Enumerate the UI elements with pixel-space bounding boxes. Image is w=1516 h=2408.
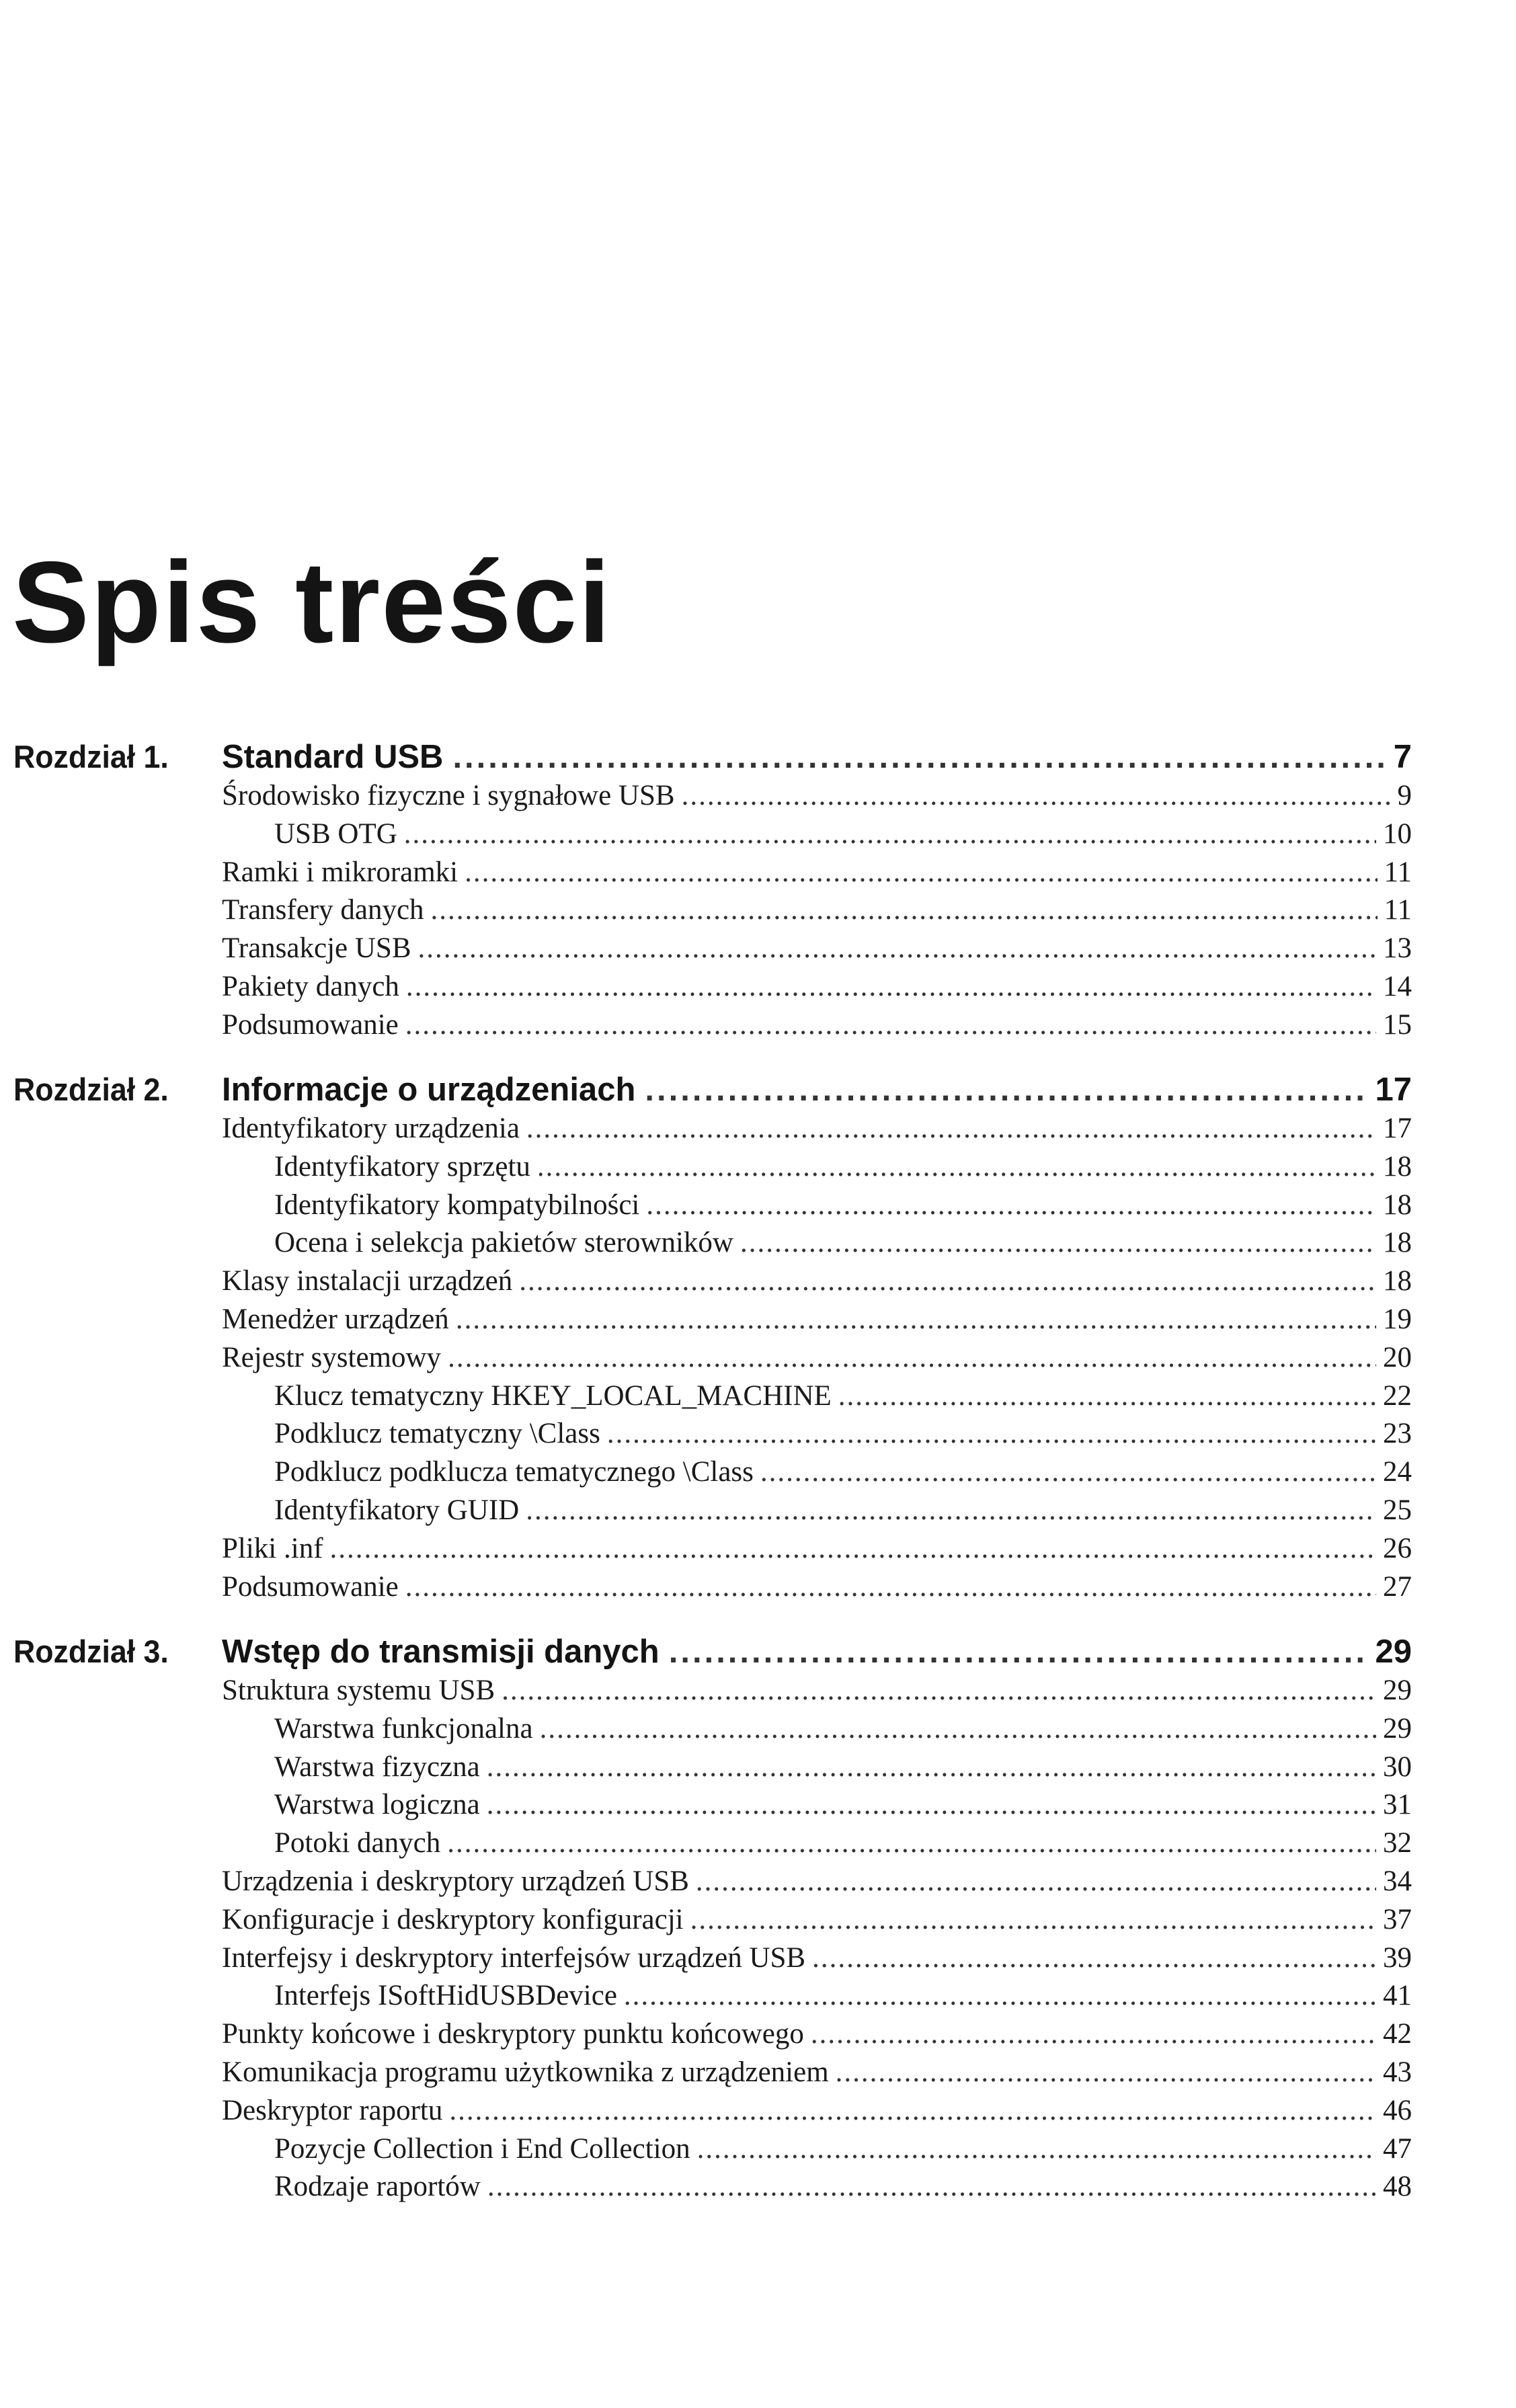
section-page-number: 9 <box>1397 780 1412 811</box>
dot-leader <box>760 1453 1376 1491</box>
subsection-entry <box>274 1492 1412 1529</box>
chapter-title: Informacje o urządzeniach <box>222 1072 636 1108</box>
dot-leader <box>537 1148 1376 1186</box>
subsection-entry <box>274 1453 1412 1491</box>
section-page-number: 30 <box>1383 1751 1412 1783</box>
dot-leader <box>447 1824 1376 1862</box>
section-title: Transakcje USB <box>222 932 411 965</box>
dot-leader <box>405 1006 1376 1044</box>
dot-leader <box>697 2130 1376 2168</box>
section-entry <box>222 1301 1412 1338</box>
subsection-entry <box>274 1415 1412 1453</box>
section-entry <box>222 1863 1412 1900</box>
subsection-entry <box>274 1824 1412 1862</box>
section-page-number: 10 <box>1383 817 1412 850</box>
section-page-number: 37 <box>1383 1903 1412 1935</box>
section-page-number: 34 <box>1383 1865 1412 1897</box>
dot-leader <box>487 2168 1376 2206</box>
dot-leader <box>431 891 1378 929</box>
section-entry <box>222 2092 1412 2130</box>
dot-leader <box>646 1187 1376 1224</box>
dot-leader <box>405 1568 1376 1606</box>
section-entry <box>222 1901 1412 1939</box>
section-title: Podsumowanie <box>222 1008 399 1041</box>
section-page-number: 18 <box>1383 1265 1412 1297</box>
section-title: Deskryptor raportu <box>222 2094 443 2126</box>
subsection-entry <box>274 1187 1412 1224</box>
section-title: Interfejs ISoftHidUSBDevice <box>274 1980 617 2012</box>
section-page-number: 18 <box>1383 1227 1412 1259</box>
section-page-number: 11 <box>1384 894 1412 926</box>
section-title: Struktura systemu USB <box>222 1675 495 1706</box>
section-title: Środowisko fizyczne i sygnałowe USB <box>222 780 675 811</box>
section-page-number: 23 <box>1383 1418 1412 1450</box>
chapter-entry <box>222 738 1412 776</box>
chapter-label: Rozdział 1. <box>13 739 169 774</box>
dot-leader <box>404 815 1376 853</box>
section-entry <box>222 2015 1412 2053</box>
section-entry <box>222 854 1412 891</box>
section-title: Rejestr systemowy <box>222 1341 442 1373</box>
dot-leader <box>449 2092 1376 2130</box>
section-entry <box>222 930 1412 967</box>
dot-leader <box>607 1415 1376 1453</box>
section-title: Konfiguracje i deskryptory konfiguracji <box>222 1903 684 1935</box>
chapter-label: Rozdział 3. <box>13 1634 169 1669</box>
dot-leader <box>330 1530 1376 1568</box>
section-page-number: 31 <box>1383 1789 1412 1821</box>
section-entry <box>222 1939 1412 1977</box>
chapter-entry <box>222 1071 1412 1109</box>
chapter-page-number: 29 <box>1375 1634 1412 1670</box>
dot-leader <box>682 777 1391 815</box>
section-page-number: 29 <box>1383 1675 1412 1706</box>
section-entry <box>222 1568 1412 1606</box>
dot-leader <box>811 2015 1376 2053</box>
section-page-number: 11 <box>1384 856 1412 888</box>
subsection-entry <box>274 815 1412 853</box>
section-page-number: 42 <box>1383 2018 1412 2050</box>
section-entry <box>222 777 1412 815</box>
dot-leader <box>526 1492 1376 1529</box>
section-title: Interfejsy i deskryptory interfejsów urządzeń USB <box>222 1941 806 1974</box>
chapter-title: Standard USB <box>222 739 444 775</box>
section-title: Ramki i mikroramki <box>222 856 458 888</box>
section-title: USB OTG <box>274 817 397 850</box>
subsection-entry <box>274 1377 1412 1415</box>
dot-leader <box>502 1672 1376 1710</box>
subsection-entry <box>274 1148 1412 1186</box>
section-entry <box>222 1110 1412 1148</box>
section-title: Identyfikatory urządzenia <box>222 1113 520 1144</box>
section-title: Ocena i selekcja pakietów sterowników <box>274 1227 733 1259</box>
section-title: Podsumowanie <box>222 1570 399 1603</box>
section-title: Warstwa funkcjonalna <box>274 1712 533 1744</box>
dot-leader <box>465 854 1377 891</box>
section-title: Identyfikatory GUID <box>274 1494 520 1526</box>
section-entry <box>222 1530 1412 1568</box>
dot-leader <box>526 1110 1376 1148</box>
section-page-number: 41 <box>1383 1980 1412 2012</box>
section-page-number: 46 <box>1383 2094 1412 2126</box>
section-title: Podklucz podklucza tematycznego \Class <box>274 1456 754 1488</box>
section-page-number: 48 <box>1383 2171 1412 2203</box>
section-entry <box>222 891 1412 929</box>
chapter-entry <box>222 1633 1412 1671</box>
section-entry <box>222 1006 1412 1044</box>
section-page-number: 17 <box>1383 1113 1412 1144</box>
subsection-entry <box>274 1224 1412 1262</box>
section-title: Komunikacja programu użytkownika z urządzeniem <box>222 2056 829 2088</box>
dot-leader <box>836 2054 1376 2091</box>
subsection-entry <box>274 2168 1412 2206</box>
subsection-entry <box>274 2130 1412 2168</box>
section-title: Pozycje Collection i End Collection <box>274 2132 690 2165</box>
dot-leader <box>406 968 1376 1006</box>
section-page-number: 22 <box>1383 1379 1412 1412</box>
dot-leader <box>519 1262 1376 1300</box>
page-title: Spis treści <box>12 538 612 667</box>
subsection-entry <box>274 1977 1412 2015</box>
section-page-number: 39 <box>1383 1941 1412 1974</box>
subsection-entry <box>274 1786 1412 1824</box>
section-title: Warstwa logiczna <box>274 1789 480 1821</box>
dot-leader <box>740 1224 1376 1262</box>
section-entry <box>222 1262 1412 1300</box>
section-entry <box>222 1339 1412 1377</box>
dot-leader <box>696 1863 1376 1900</box>
section-title: Warstwa fizyczna <box>274 1751 480 1783</box>
section-page-number: 29 <box>1383 1712 1412 1744</box>
section-page-number: 43 <box>1383 2056 1412 2088</box>
section-page-number: 15 <box>1383 1008 1412 1041</box>
section-entry <box>222 2054 1412 2091</box>
dot-leader <box>456 1301 1376 1338</box>
section-page-number: 20 <box>1383 1341 1412 1373</box>
dot-leader <box>838 1377 1376 1415</box>
section-title: Transfery danych <box>222 894 424 926</box>
section-page-number: 32 <box>1383 1827 1412 1859</box>
chapter-label: Rozdział 2. <box>13 1072 169 1107</box>
dot-leader <box>690 1901 1376 1939</box>
section-page-number: 27 <box>1383 1570 1412 1603</box>
section-title: Pakiety danych <box>222 971 399 1002</box>
dot-leader <box>624 1977 1376 2015</box>
section-title: Potoki danych <box>274 1827 441 1859</box>
section-page-number: 25 <box>1383 1494 1412 1526</box>
section-title: Klasy instalacji urządzeń <box>222 1265 513 1297</box>
section-page-number: 14 <box>1383 971 1412 1002</box>
section-title: Menedżer urządzeń <box>222 1303 449 1335</box>
section-page-number: 24 <box>1383 1456 1412 1488</box>
section-title: Identyfikatory kompatybilności <box>274 1189 640 1221</box>
section-page-number: 18 <box>1383 1150 1412 1182</box>
dot-leader <box>418 930 1377 967</box>
subsection-entry <box>274 1710 1412 1748</box>
section-page-number: 47 <box>1383 2132 1412 2165</box>
dot-leader <box>540 1710 1376 1748</box>
section-entry <box>222 1672 1412 1710</box>
dot-leader <box>452 738 1384 776</box>
chapter-page-number: 17 <box>1375 1072 1412 1108</box>
dot-leader <box>487 1786 1376 1824</box>
section-page-number: 19 <box>1383 1303 1412 1335</box>
subsection-entry <box>274 1749 1412 1786</box>
section-title: Pliki .inf <box>222 1532 323 1564</box>
section-page-number: 13 <box>1383 932 1412 965</box>
section-title: Klucz tematyczny HKEY_LOCAL_MACHINE <box>274 1379 832 1412</box>
chapter-page-number: 7 <box>1393 739 1412 775</box>
dot-leader <box>448 1339 1376 1377</box>
dot-leader <box>669 1633 1366 1671</box>
section-page-number: 26 <box>1383 1532 1412 1564</box>
chapter-title: Wstęp do transmisji danych <box>222 1634 660 1670</box>
section-title: Rodzaje raportów <box>274 2171 481 2203</box>
dot-leader <box>812 1939 1376 1977</box>
section-title: Podklucz tematyczny \Class <box>274 1418 600 1450</box>
section-title: Punkty końcowe i deskryptory punktu końcowego <box>222 2018 804 2050</box>
section-title: Urządzenia i deskryptory urządzeń USB <box>222 1865 689 1897</box>
dot-leader <box>487 1749 1376 1786</box>
section-page-number: 18 <box>1383 1189 1412 1221</box>
section-title: Identyfikatory sprzętu <box>274 1150 530 1182</box>
dot-leader <box>645 1071 1365 1109</box>
section-entry <box>222 968 1412 1006</box>
